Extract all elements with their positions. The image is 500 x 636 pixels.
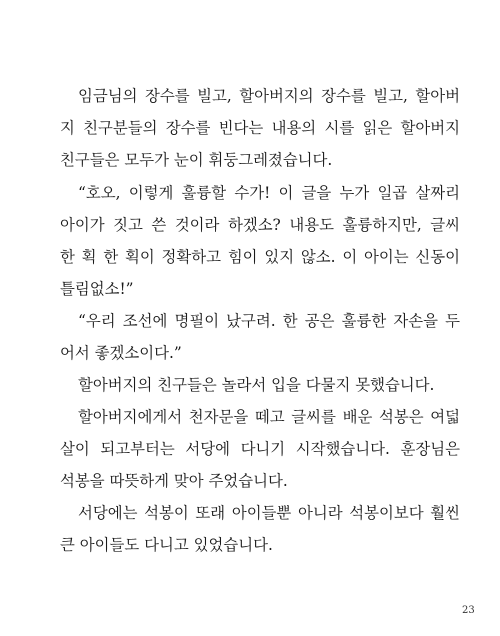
text-line: 틀림없소!” — [60, 280, 134, 298]
text-line: 임금님의 장수를 빌고, 할아버지의 장수를 빌고, 할아버 — [78, 87, 460, 105]
text-line: 할아버지의 친구들은 놀라서 입을 다물지 못했습니다. — [78, 376, 435, 394]
text-line: 한 획 한 획이 정확하고 힘이 있지 않소. 이 아이는 신동이 — [60, 248, 460, 266]
page-number: 23 — [462, 605, 475, 616]
text-line: 친구들은 모두가 눈이 휘둥그레졌습니다. — [60, 151, 333, 169]
text-line: 살이 되고부터는 서당에 다니기 시작했습니다. 훈장님은 — [60, 440, 460, 458]
text-line: 석봉을 따뜻하게 맞아 주었습니다. — [60, 472, 288, 490]
text-line: 큰 아이들도 다니고 있었습니다. — [60, 536, 273, 554]
text-line: 서당에는 석봉이 또래 아이들뿐 아니라 석봉이보다 훨씬 — [78, 504, 460, 522]
text-line: 할아버지에게서 천자문을 떼고 글씨를 배운 석봉은 여덟 — [78, 408, 460, 426]
text-line: 아이가 짓고 쓴 것이라 하겠소? 내용도 훌륭하지만, 글씨 — [60, 216, 460, 234]
text-line: “우리 조선에 명필이 났구려. 한 공은 훌륭한 자손을 두 — [78, 312, 460, 330]
text-line: 지 친구분들의 장수를 빈다는 내용의 시를 읽은 할아버지 — [60, 119, 460, 137]
text-line: 어서 좋겠소이다.” — [60, 344, 182, 362]
text-line: “호오, 이렇게 훌륭할 수가! 이 글을 누가 일곱 살짜리 — [78, 184, 460, 202]
